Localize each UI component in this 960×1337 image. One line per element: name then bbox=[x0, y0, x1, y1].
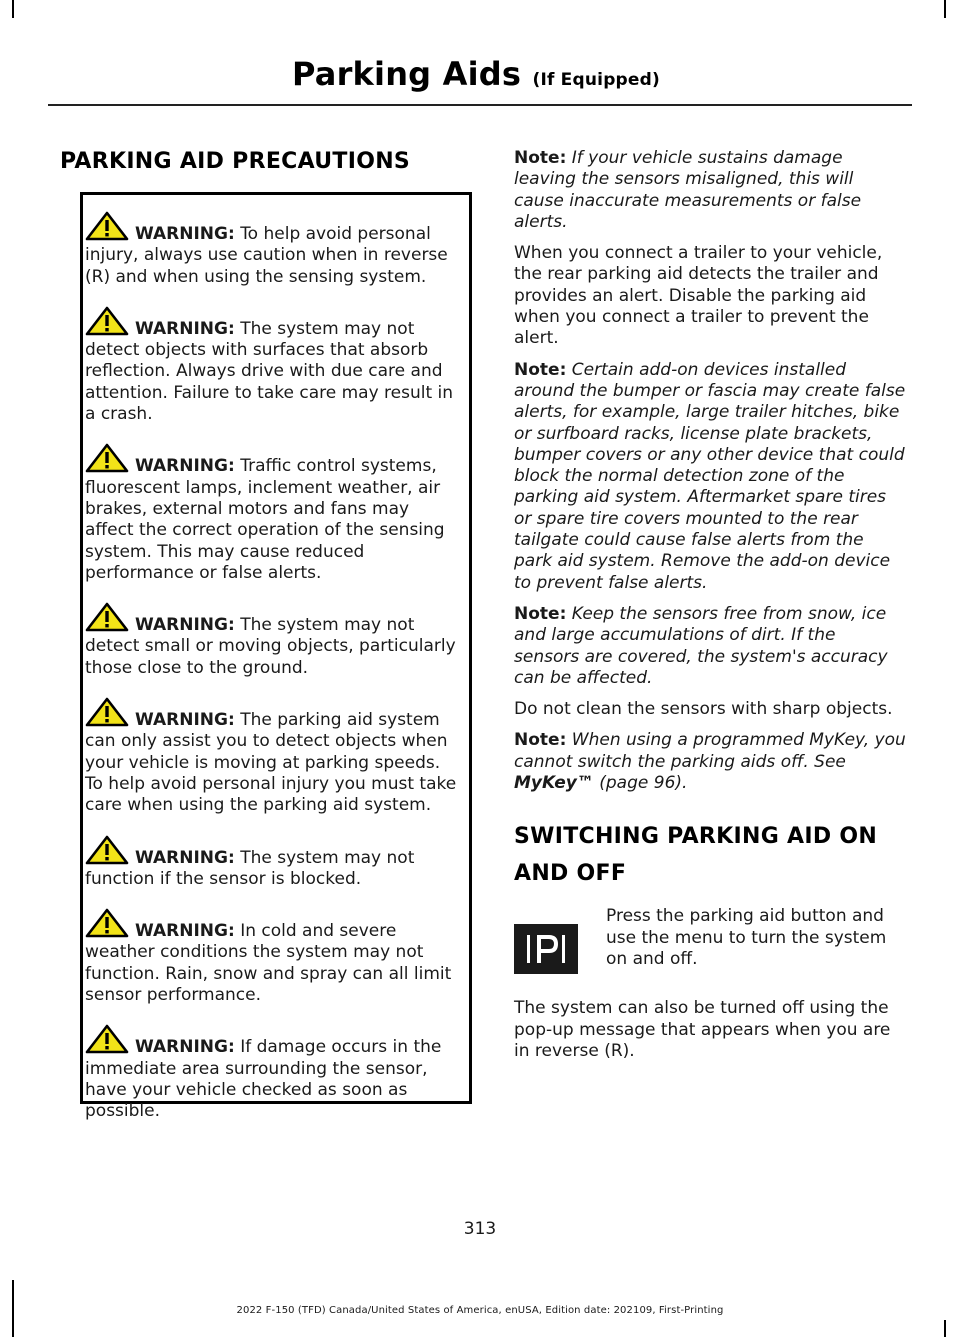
section-title: PARKING AID PRECAUTIONS bbox=[60, 149, 411, 174]
warning-label: WARNING: bbox=[135, 1037, 235, 1058]
reverse-popup-paragraph: The system can also be turned off using the pop-up message that appears when you are in reverse (R). bbox=[514, 998, 891, 1061]
page-number: 313 bbox=[463, 1219, 497, 1239]
note-text: When using a programmed MyKey, you cannot switch the parking aids off. See bbox=[514, 730, 906, 772]
note-label: Note: bbox=[514, 603, 567, 624]
warning-label: WARNING: bbox=[135, 615, 235, 636]
note-text: If your vehicle sustains damage leaving the sensors misaligned, this will cause inaccurate measurements or false alerts. bbox=[514, 148, 862, 232]
crop-mark bbox=[12, 0, 14, 18]
crop-mark bbox=[944, 1320, 946, 1337]
note-add-on-devices bbox=[514, 360, 906, 594]
warning-label: WARNING: bbox=[135, 318, 235, 339]
page-header bbox=[292, 54, 660, 100]
warning-label: WARNING: bbox=[135, 921, 235, 942]
button-instruction bbox=[514, 906, 906, 982]
warnings-box bbox=[80, 192, 472, 1122]
warning-text: The system may not detect small or moving objects, particularly those close to the ground. bbox=[85, 615, 456, 678]
warning-item bbox=[85, 304, 462, 425]
crop-mark bbox=[944, 0, 946, 18]
section-title-line: SWITCHING PARKING AID ON bbox=[514, 824, 878, 850]
button-instruction-text: Press the parking aid button and use the menu to turn the system on and off. bbox=[606, 906, 887, 969]
warning-item bbox=[85, 906, 462, 1006]
warning-text: To help avoid personal injury, always use caution when in reverse (R) and when using the sensing system. bbox=[85, 224, 448, 287]
warning-label: WARNING: bbox=[135, 710, 235, 731]
warning-triangle-icon bbox=[85, 602, 129, 632]
note-text: Keep the sensors free from snow, ice and large accumulations of dirt. If the sensors are covered, the system's accuracy can be affected. bbox=[514, 603, 888, 688]
mykey-link[interactable]: MyKey™ bbox=[514, 773, 594, 794]
note-text: Certain add-on devices installed around the bumper or fascia may create false alerts, for example, large trailer hitches, bike or surfboard racks, license plate brackets, bumper covers or any other device that could block the normal detection zone of the parking aid system. Aftermarket spare tires or spare tire covers mounted to the rear tailgate could cause false alerts from the park aid system. Remove the add-on device to prevent false alerts. bbox=[514, 359, 906, 593]
warning-text: The system may not function if the sensor is blocked. bbox=[85, 847, 415, 889]
header-subtitle: (If Equipped) bbox=[532, 70, 660, 90]
warning-triangle-icon bbox=[85, 1024, 129, 1054]
warning-text: The parking aid system can only assist you to detect objects when your vehicle is moving at parking speeds. To help avoid personal injury you must take care when using the parking aid system. bbox=[85, 710, 457, 816]
section-title-line: AND OFF bbox=[514, 861, 627, 887]
note-label: Note: bbox=[514, 148, 567, 168]
footer-text: 2022 F-150 (TFD) Canada/United States of America, enUSA, Edition date: 202109, First-Printing bbox=[236, 1305, 724, 1316]
parking-aid-p-icon bbox=[514, 924, 578, 974]
header-title: Parking Aids bbox=[291, 55, 522, 93]
right-column bbox=[514, 148, 906, 1072]
warning-triangle-icon bbox=[85, 306, 129, 336]
warning-triangle-icon bbox=[85, 211, 129, 241]
warning-item bbox=[85, 695, 462, 816]
warning-item bbox=[85, 209, 462, 288]
warning-text: The system may not detect objects with surfaces that absorb reflection. Always drive with due care and attention. Failure to take care may result in a crash. bbox=[85, 318, 454, 425]
warning-text: If damage occurs in the immediate area surrounding the sensor, have your vehicle checked as soon as possible. bbox=[85, 1037, 442, 1122]
warning-item bbox=[85, 441, 462, 584]
header-divider bbox=[48, 104, 912, 106]
page-reference: (page 96). bbox=[593, 773, 688, 794]
warning-triangle-icon bbox=[85, 835, 129, 865]
section-title-switching bbox=[514, 818, 906, 892]
note-misalignment bbox=[514, 148, 906, 233]
warning-triangle-icon bbox=[85, 697, 129, 727]
warning-triangle-icon bbox=[85, 443, 129, 473]
warning-triangle-icon bbox=[85, 908, 129, 938]
warning-label: WARNING: bbox=[135, 847, 235, 868]
warning-text: In cold and severe weather conditions the system may not function. Rain, snow and spray can all limit sensor performance. bbox=[85, 921, 452, 1006]
note-mykey bbox=[514, 730, 906, 794]
warning-item bbox=[85, 833, 462, 891]
trailer-paragraph: When you connect a trailer to your vehicle, the rear parking aid detects the trailer and provides an alert. Disable the parking aid when you connect a trailer to prevent the alert. bbox=[514, 243, 883, 349]
left-column bbox=[60, 148, 470, 176]
note-label: Note: bbox=[514, 730, 567, 751]
warning-text: Traffic control systems, fluorescent lamps, inclement weather, air brakes, external motors and fans may affect the correct operation of the sensing system. This may cause reduced performance or false alerts. bbox=[85, 456, 445, 583]
warning-label: WARNING: bbox=[135, 224, 235, 244]
warning-item bbox=[85, 600, 462, 679]
note-keep-sensors-clean bbox=[514, 604, 906, 689]
warning-item bbox=[85, 1022, 462, 1122]
note-label: Note: bbox=[514, 359, 567, 380]
warning-label: WARNING: bbox=[135, 456, 235, 477]
cleaning-paragraph: Do not clean the sensors with sharp objects. bbox=[514, 699, 893, 720]
